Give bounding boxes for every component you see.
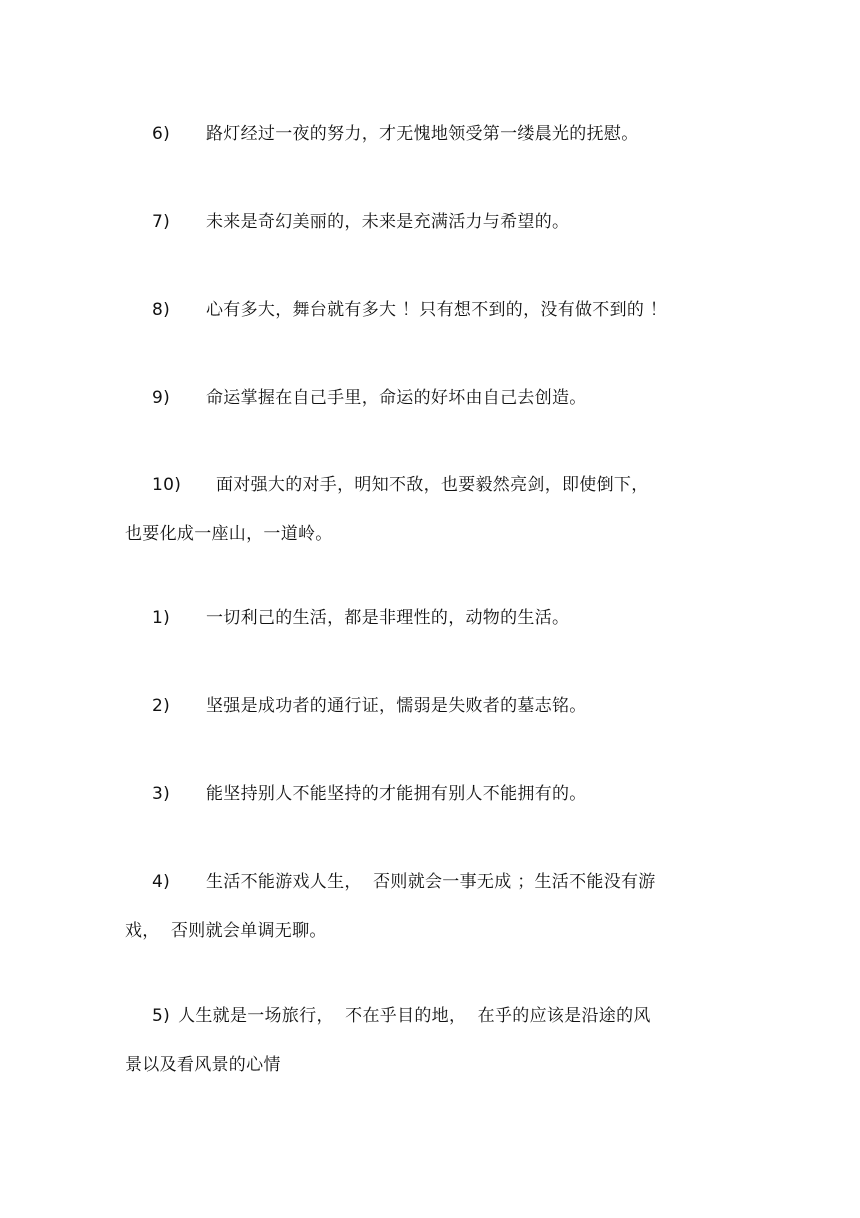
- item-number: 9): [152, 388, 171, 408]
- item-line: [125, 472, 735, 498]
- list-item: [125, 1003, 735, 1078]
- item-number: 7): [152, 212, 171, 232]
- item-text: 心有多大，舞台就有多大 ！只有想不到的，没有做不到的 ！: [206, 300, 668, 320]
- item-line-continued: 戏， 否则就会单调无聊。: [125, 921, 327, 941]
- item-line: [125, 385, 735, 411]
- item-number: 10): [152, 475, 182, 495]
- list-item: [125, 209, 735, 235]
- list-item: [125, 693, 735, 719]
- item-line: [125, 693, 735, 719]
- item-number: 1): [152, 608, 171, 628]
- list-item: [125, 472, 735, 547]
- list-item: [125, 385, 735, 411]
- item-text: 生活不能游戏人生， 否则就会一事无成 ；生活不能没有游: [206, 872, 656, 892]
- item-line-continued: 也要化成一座山，一道岭。: [125, 524, 333, 544]
- item-number: 5): [152, 1006, 171, 1026]
- item-line: [125, 869, 735, 895]
- item-line: [125, 781, 735, 807]
- item-number: 2): [152, 696, 171, 716]
- item-number: 6): [152, 124, 171, 144]
- list-item: [125, 605, 735, 631]
- item-text: 人生就是一场旅行， 不在乎目的地， 在乎的应该是沿途的风: [178, 1006, 651, 1026]
- list-item: [125, 869, 735, 944]
- item-number: 3): [152, 784, 171, 804]
- item-line-continued: 景以及看风景的心情: [125, 1055, 281, 1075]
- item-line: [125, 121, 735, 147]
- item-text: 未来是奇幻美丽的，未来是充满活力与希望的。: [206, 212, 570, 232]
- item-text: 命运掌握在自己手里，命运的好坏由自己去创造。: [206, 388, 587, 408]
- item-text: 坚强是成功者的通行证，懦弱是失败者的墓志铭。: [206, 696, 587, 716]
- item-text: 面对强大的对手，明知不敌，也要毅然亮剑，即使倒下，: [216, 475, 649, 495]
- item-text: 一切利己的生活，都是非理性的，动物的生活。: [206, 608, 570, 628]
- item-number: 4): [152, 872, 171, 892]
- list-item: [125, 781, 735, 807]
- list-item: [125, 297, 735, 323]
- list-item: [125, 121, 735, 147]
- item-text: 路灯经过一夜的努力，才无愧地领受第一缕晨光的抚慰。: [206, 124, 639, 144]
- item-line: [125, 605, 735, 631]
- item-line: [125, 1003, 735, 1029]
- item-line: [125, 297, 735, 323]
- item-number: 8): [152, 300, 171, 320]
- item-line: [125, 209, 735, 235]
- item-text: 能坚持别人不能坚持的才能拥有别人不能拥有的。: [206, 784, 587, 804]
